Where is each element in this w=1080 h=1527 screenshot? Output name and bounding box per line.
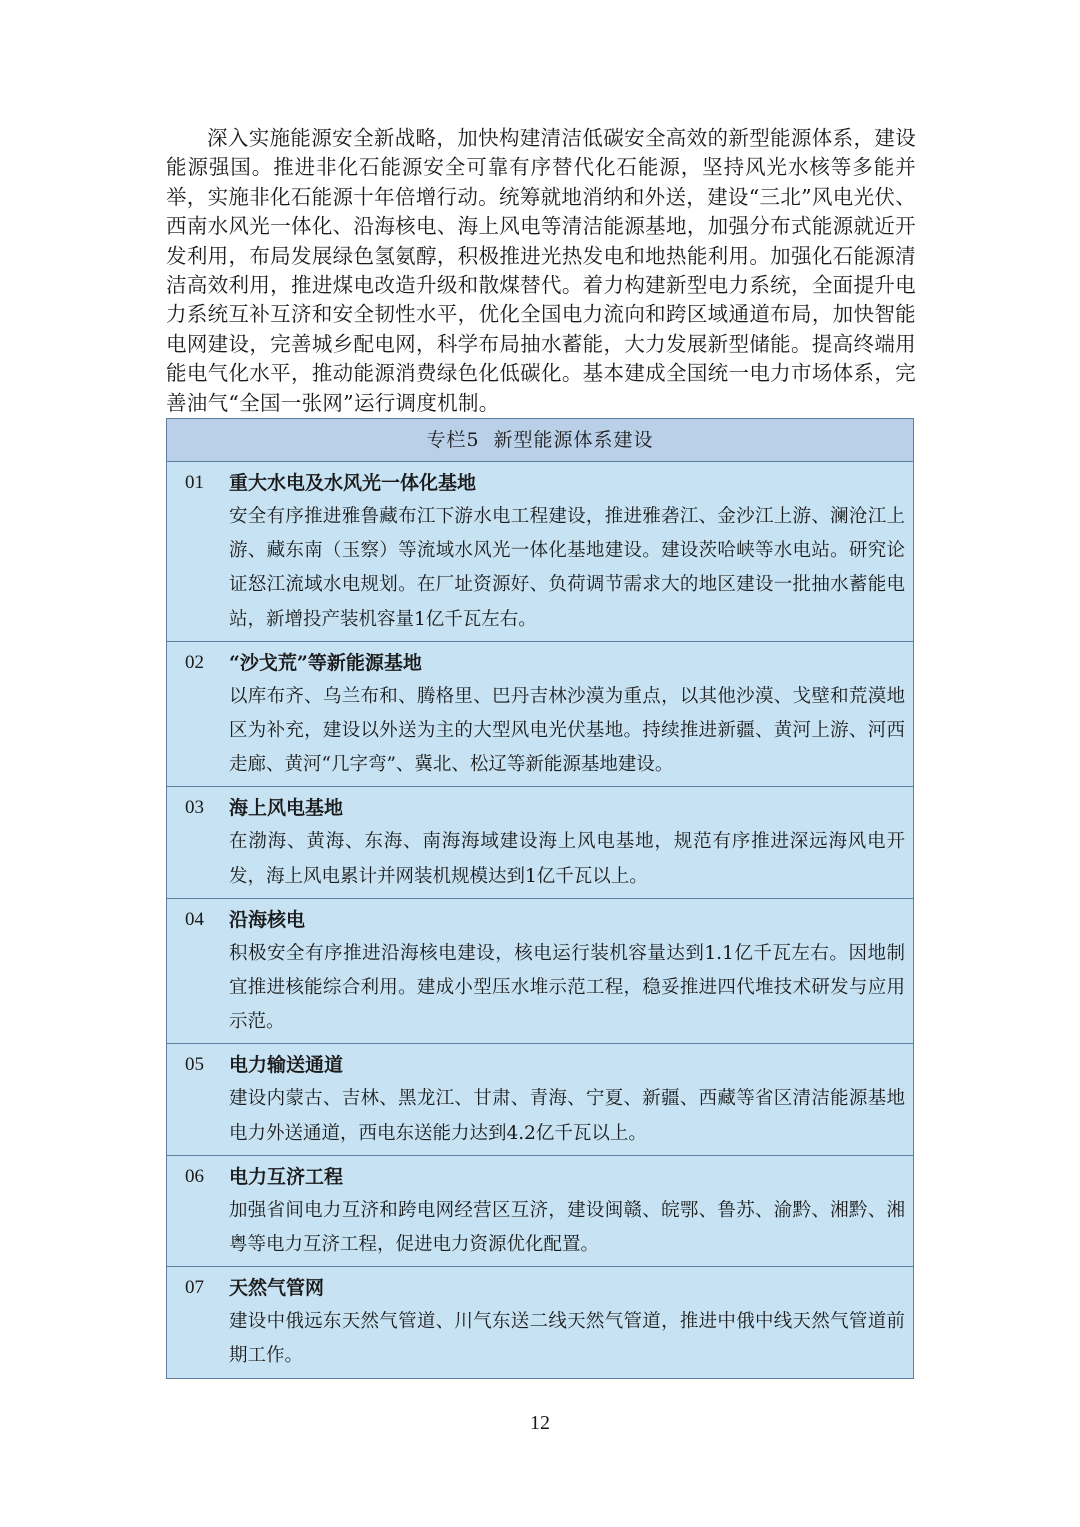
item-body: 在渤海、黄海、东海、南海海域建设海上风电基地，规范有序推进深远海风电开发，海上风电累计并网装机规模达到1亿千瓦以上。 — [229, 831, 905, 887]
item-number: 02 — [185, 651, 204, 673]
intro-paragraph: 深入实施能源安全新战略，加快构建清洁低碳安全高效的新型能源体系，建设能源强国。推进非化石能源安全可靠有序替代化石能源，坚持风光水核等多能并举，实施非化石能源十年倍增行动。统筹就地消纳和外送，建设“三北”风电光伏、西南水风光一体化、沿海核电、海上风电等清洁能源基地，加强分布式能源就近开发利用，布局发展绿色氢氨醇，积极推进光热发电和地热能利用。加强化石能源清洁高效利用，推进煤电改造升级和散煤替代。着力构建新型电力系统，全面提升电力系统互补互济和安全韧性水平，优化全国电力流向和跨区域通道布局，加快智能电网建设，完善城乡配电网，科学布局抽水蓄能，大力发展新型储能。提高终端用能电气化水平，推动能源消费绿色化低碳化。基本建成全国统一电力市场体系，完善油气“全国一张网”运行调度机制。 — [166, 126, 916, 415]
item-number: 01 — [185, 472, 204, 493]
box-item — [167, 787, 913, 898]
box-item — [167, 1156, 913, 1267]
item-body: 加强省间电力互济和跨电网经营区互济，建设闽赣、皖鄂、鲁苏、渝黔、湘黔、湘粤等电力互济工程，促进电力资源优化配置。 — [229, 1199, 905, 1256]
item-body: 以库布齐、乌兰布和、腾格里、巴丹吉林沙漠为重点，以其他沙漠、戈壁和荒漠地区为补充，建设以外送为主的大型风电光伏基地。持续推进新疆、黄河上游、河西走廊、黄河“几字弯”、冀北、松辽等新能源基地建设。 — [229, 685, 905, 776]
item-title: 电力输送通道 — [229, 1054, 344, 1077]
box-label: 专栏5 — [426, 429, 480, 451]
item-title: 电力互济工程 — [229, 1165, 344, 1188]
feature-box — [166, 418, 914, 1379]
item-number: 04 — [185, 908, 204, 930]
item-number: 06 — [185, 1165, 204, 1187]
box-item — [167, 462, 913, 642]
item-title: 天然气管网 — [229, 1277, 325, 1300]
item-body: 建设中俄远东天然气管道、川气东送二线天然气管道，推进中俄中线天然气管道前期工作。 — [229, 1311, 905, 1367]
page-number: 12 — [530, 1412, 550, 1434]
box-title-text: 新型能源体系建设 — [493, 429, 654, 451]
item-body: 积极安全有序推进沿海核电建设，核电运行装机容量达到1.1亿千瓦左右。因地制宜推进核能综合利用。建成小型压水堆示范工程，稳妥推进四代堆技术研发与应用示范。 — [229, 942, 905, 1033]
box-item — [167, 1267, 913, 1377]
item-title: 海上风电基地 — [229, 797, 344, 820]
item-number: 07 — [185, 1277, 204, 1299]
item-title: 沿海核电 — [229, 908, 306, 931]
item-title: “沙戈荒”等新能源基地 — [229, 651, 422, 674]
box-item — [167, 1044, 913, 1155]
box-item — [167, 899, 913, 1045]
box-title — [167, 419, 913, 462]
item-body: 安全有序推进雅鲁藏布江下游水电工程建设，推进雅砻江、金沙江上游、澜沧江上游、藏东南（玉察）等流域水风光一体化基地建设。建设茨哈峡等水电站。研究论证怒江流域水电规划。在厂址资源好、负荷调节需求大的地区建设一批抽水蓄能电站，新增投产装机容量1亿千瓦左右。 — [229, 506, 905, 630]
item-number: 03 — [185, 797, 204, 819]
item-number: 05 — [185, 1054, 204, 1076]
item-title: 重大水电及水风光一体化基地 — [229, 472, 477, 494]
box-item — [167, 642, 913, 788]
item-body: 建设内蒙古、吉林、黑龙江、甘肃、青海、宁夏、新疆、西藏等省区清洁能源基地电力外送通道，西电东送能力达到4.2亿千瓦以上。 — [229, 1088, 905, 1144]
